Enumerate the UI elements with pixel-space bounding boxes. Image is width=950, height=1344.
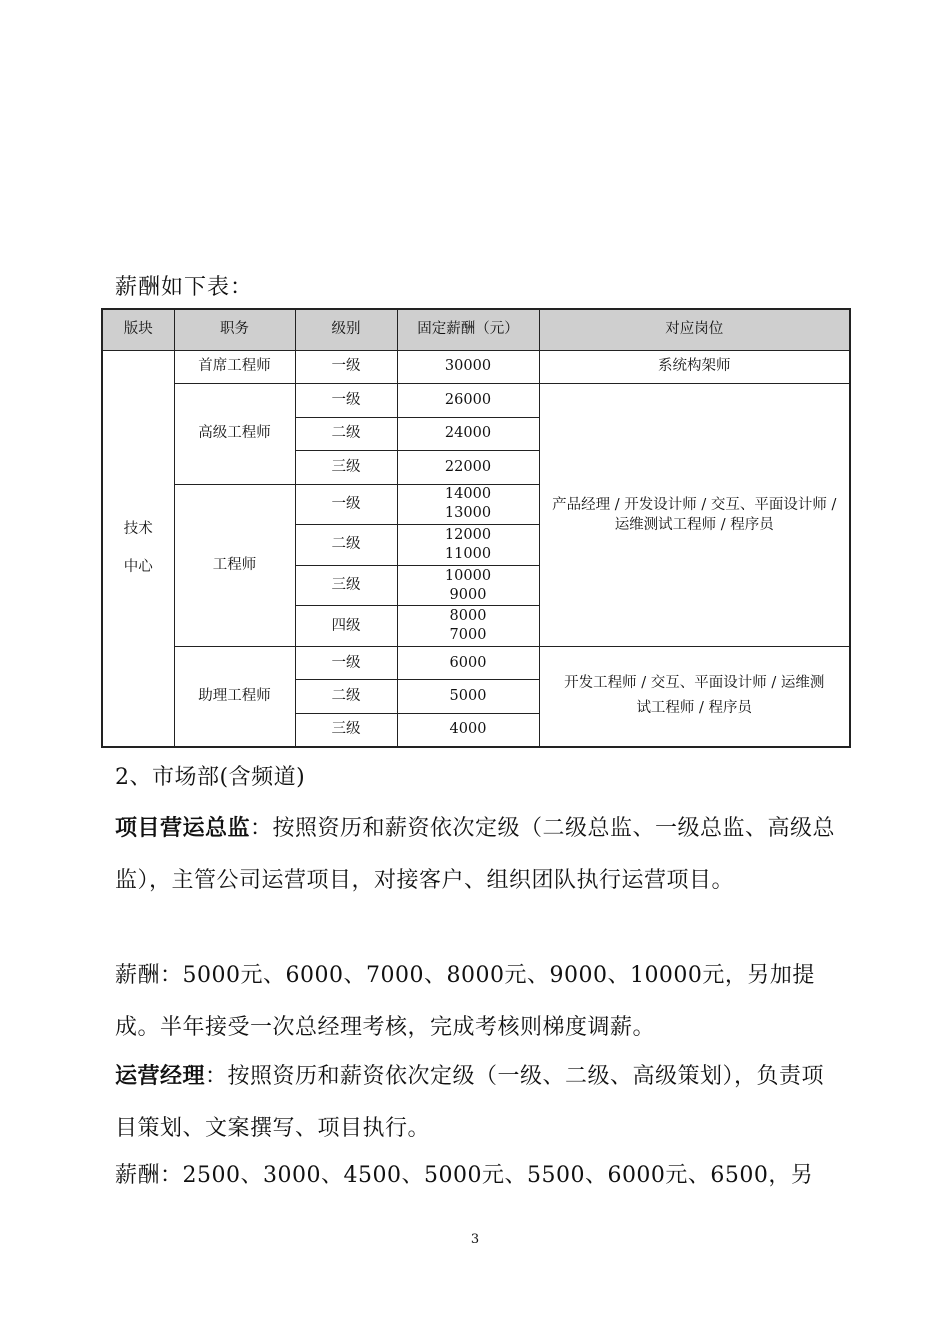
salary-low: 11000 xyxy=(444,545,492,562)
level-cell: 二级 xyxy=(295,525,397,566)
title-cell: 工程师 xyxy=(174,484,295,646)
table-intro: 薪酬如下表： xyxy=(115,275,254,300)
title-cell: 高级工程师 xyxy=(174,384,295,484)
om-salary-paragraph: 薪酬：2500、3000、4500、5000元、5500、6000元、6500，另 xyxy=(115,1163,814,1188)
salary-cell xyxy=(397,606,539,647)
level-cell: 一级 xyxy=(295,484,397,525)
level-cell: 三级 xyxy=(295,451,397,484)
table-header-row xyxy=(102,309,850,350)
header-salary: 固定薪酬（元） xyxy=(397,309,539,350)
salary-cell: 30000 xyxy=(397,350,539,383)
level-cell: 四级 xyxy=(295,606,397,647)
header-positions: 对应岗位 xyxy=(539,309,850,350)
salary-cell xyxy=(397,525,539,566)
salary-cell: 6000 xyxy=(397,646,539,679)
salary-high: 12000 xyxy=(444,526,492,543)
salary-cell: 24000 xyxy=(397,417,539,450)
salary-cell: 26000 xyxy=(397,384,539,417)
level-cell: 三级 xyxy=(295,713,397,747)
salary-cell xyxy=(397,565,539,606)
salary-low: 7000 xyxy=(449,627,487,644)
level-cell: 二级 xyxy=(295,680,397,713)
pm-paragraph xyxy=(115,802,845,907)
header-section: 版块 xyxy=(102,309,174,350)
pm-label: 项目营运总监 xyxy=(115,815,251,841)
positions-cell: 开发工程师 / 交互、平面设计师 / 运维测试工程师 / 程序员 xyxy=(539,646,850,747)
salary-cell: 22000 xyxy=(397,451,539,484)
header-title: 职务 xyxy=(174,309,295,350)
salary-cell xyxy=(397,484,539,525)
level-cell: 三级 xyxy=(295,565,397,606)
header-level: 级别 xyxy=(295,309,397,350)
section-2-heading: 2、市场部(含频道) xyxy=(115,765,306,790)
level-cell: 一级 xyxy=(295,350,397,383)
section-cell xyxy=(102,350,174,747)
level-cell: 一级 xyxy=(295,384,397,417)
salary-low: 13000 xyxy=(444,505,492,522)
table-row xyxy=(102,646,850,679)
salary-table xyxy=(101,308,851,748)
om-description: ：按照资历和薪资依次定级（一级、二级、高级策划），负责项目策划、文案撰写、项目执行。 xyxy=(115,1064,825,1141)
pm-description: ：按照资历和薪资依次定级（二级总监、一级总监、高级总监），主管公司运营项目，对接客户、组织团队执行运营项目。 xyxy=(115,816,836,893)
table-row xyxy=(102,350,850,383)
salary-low: 9000 xyxy=(449,586,487,603)
level-cell: 二级 xyxy=(295,417,397,450)
positions-cell: 产品经理 / 开发设计师 / 交互、平面设计师 / 运维测试工程师 / 程序员 xyxy=(539,384,850,647)
level-cell: 一级 xyxy=(295,646,397,679)
page-number: 3 xyxy=(470,1232,480,1247)
section-line-1: 技术 xyxy=(123,521,153,538)
title-cell: 助理工程师 xyxy=(174,646,295,747)
salary-cell: 5000 xyxy=(397,680,539,713)
salary-cell: 4000 xyxy=(397,713,539,747)
pm-salary-paragraph: 薪酬：5000元、6000、7000、8000元、9000、10000元，另加提成。半年接受一次总经理考核，完成考核则梯度调薪。 xyxy=(115,963,815,1040)
title-cell: 首席工程师 xyxy=(174,350,295,383)
section-line-2: 中心 xyxy=(123,559,153,576)
salary-high: 8000 xyxy=(449,608,487,625)
table-row xyxy=(102,384,850,417)
positions-cell: 系统构架师 xyxy=(539,350,850,383)
salary-high: 14000 xyxy=(444,486,492,503)
salary-high: 10000 xyxy=(444,567,492,584)
om-paragraph xyxy=(115,1050,845,1155)
om-label: 运营经理 xyxy=(115,1063,206,1089)
